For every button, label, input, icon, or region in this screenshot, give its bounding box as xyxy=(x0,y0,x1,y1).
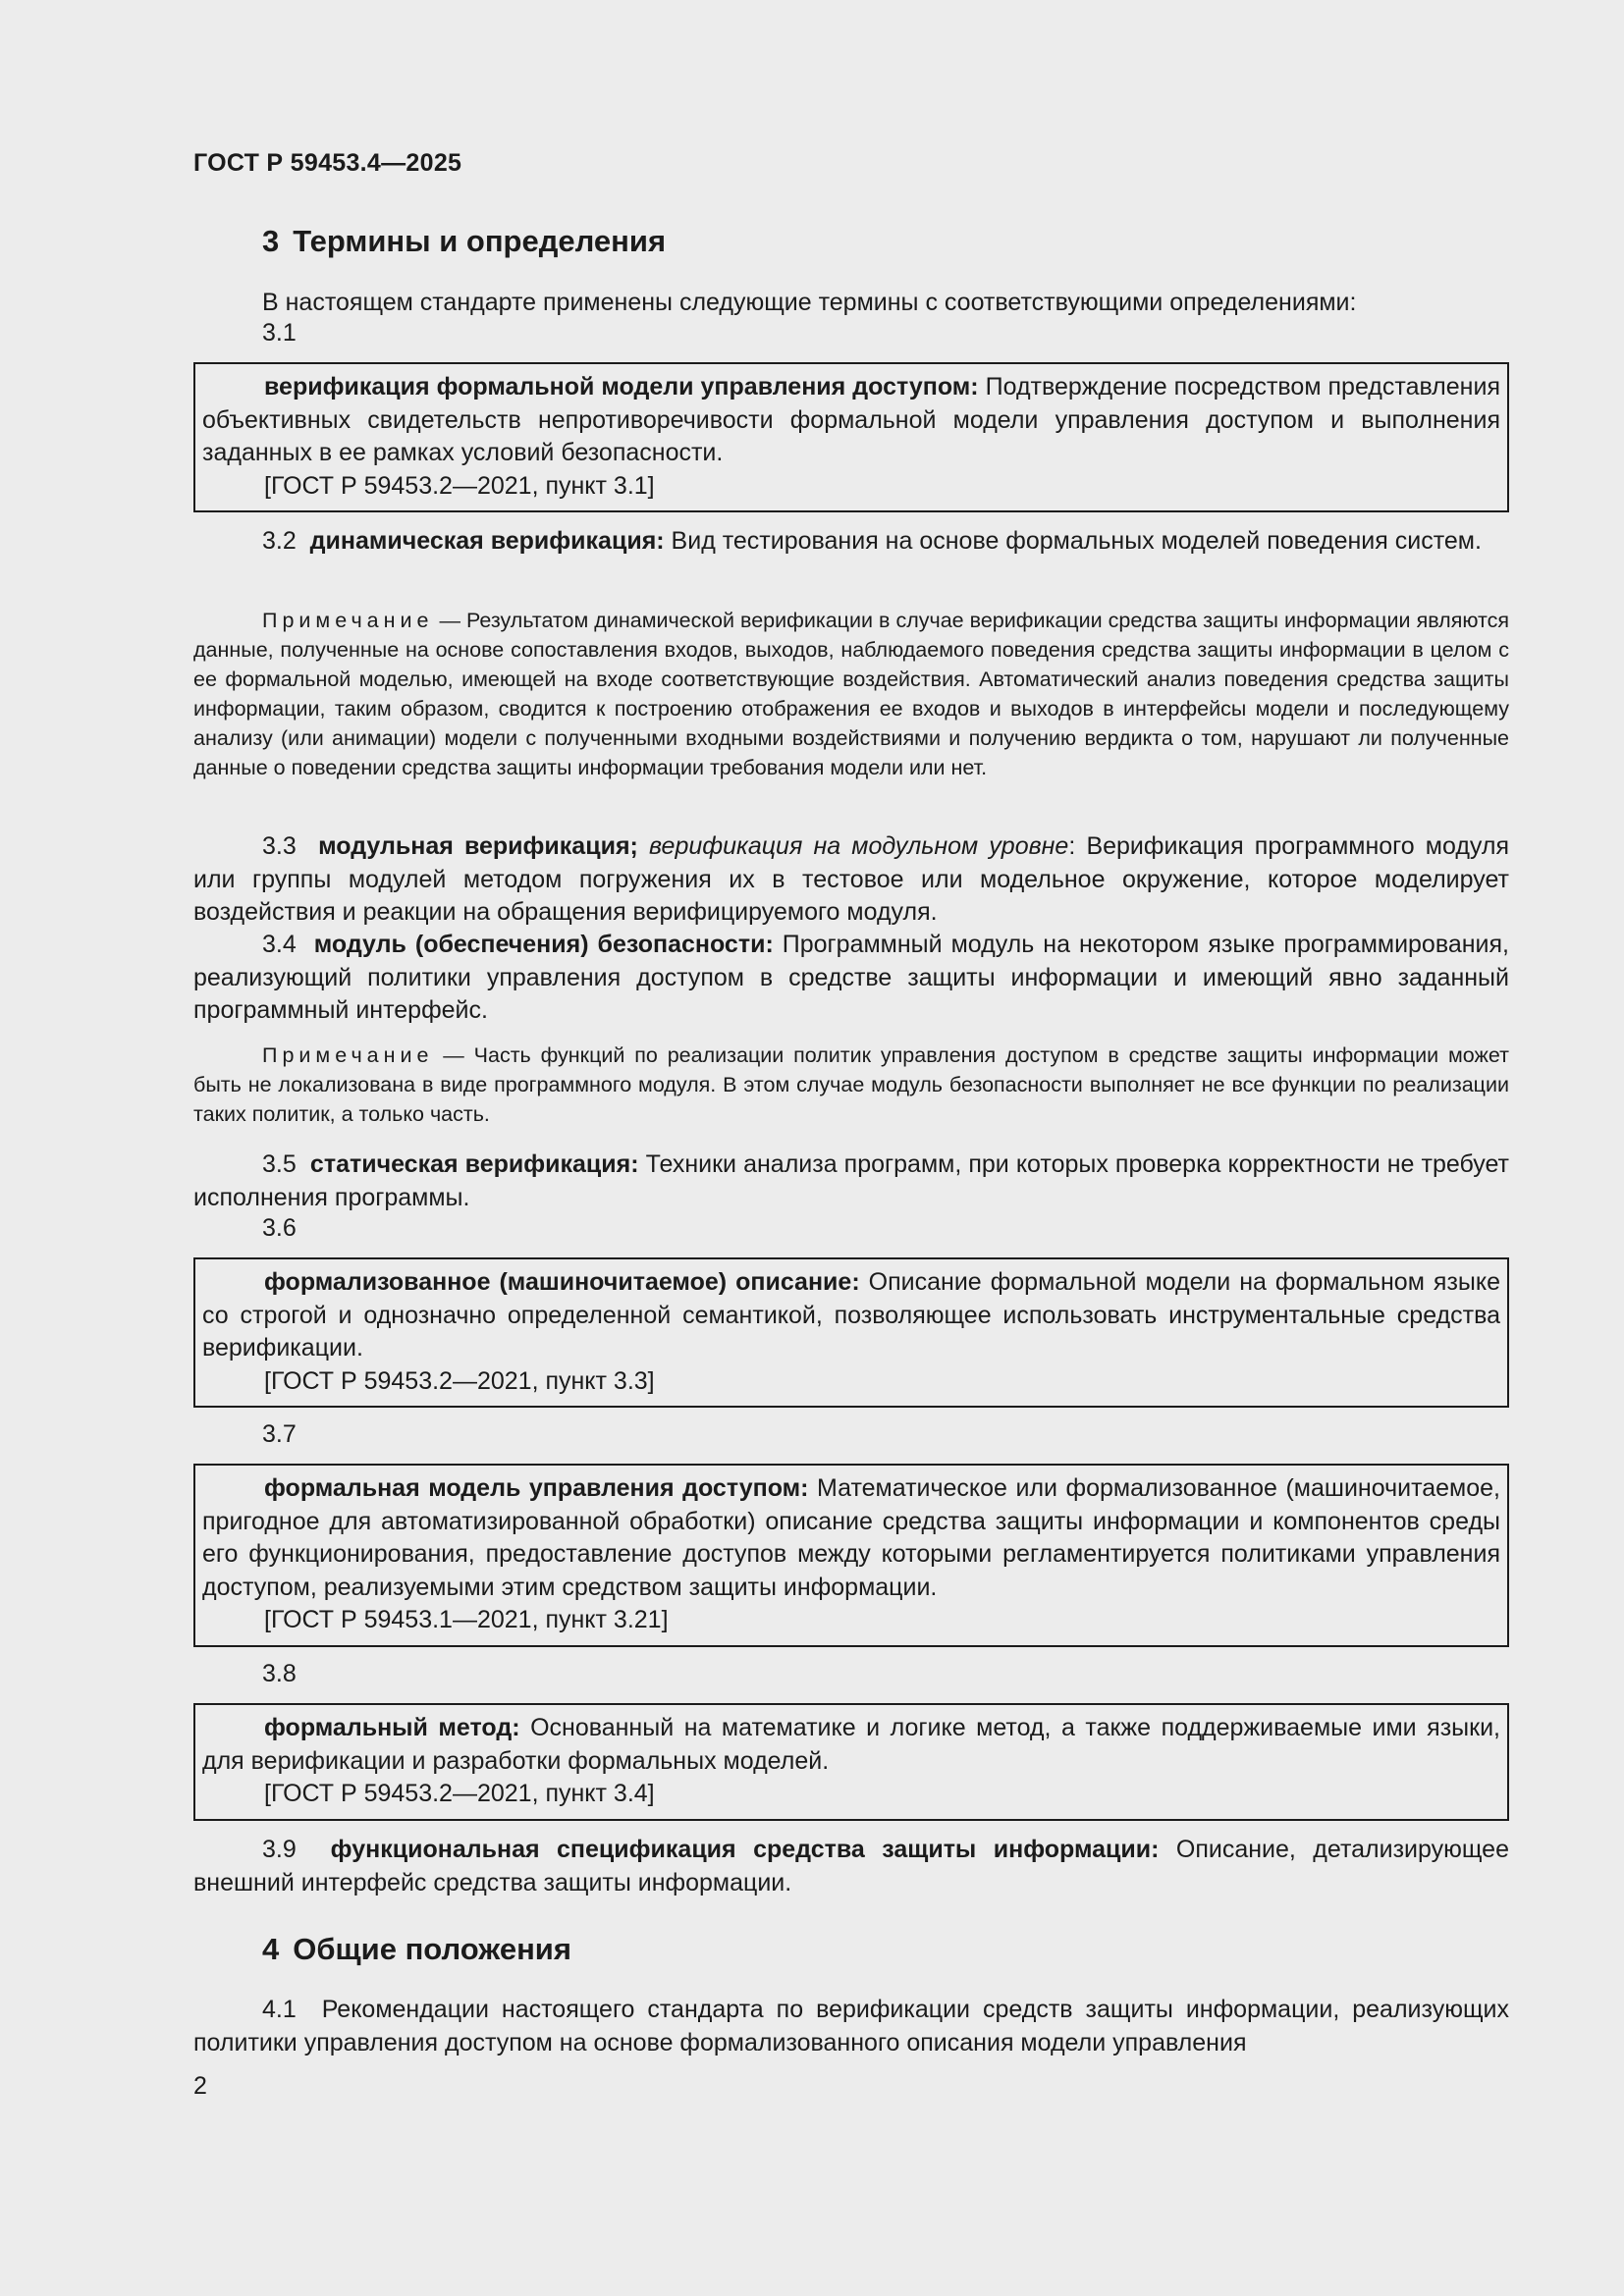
note-text: — Часть функций по реализации политик управления доступом в средстве защиты информации может быть не локализована в виде программного модуля. В этом случае модуль безопасности выполняет не все функции по реализации таких политик, а только часть. xyxy=(193,1043,1509,1126)
term-number: 3.4 xyxy=(262,931,297,958)
term-text: Программный модуль на некотором языке программирования, реализующий политики управления доступом в средстве защиты информации и имеющий явно заданный программный интерфейс. xyxy=(193,931,1509,1024)
term-alt-name: верификация на модульном уровне xyxy=(649,832,1069,860)
term-box-3-1 xyxy=(193,362,1509,512)
term-name: формальная модель управления доступом: xyxy=(264,1474,809,1502)
section-number: 3 xyxy=(262,224,280,258)
term-3-4 xyxy=(193,929,1509,1028)
section-title: Общие положения xyxy=(293,1932,571,1966)
paragraph-text: Рекомендации настоящего стандарта по верификации средств защиты информации, реализующих политики управления доступом на основе формализованного описания модели управления xyxy=(193,1996,1509,2056)
term-text: Математическое или формализованное (машиночитаемое, пригодное для автоматизированной обработки) описание средства защиты информации и компонентов среды его функционирования, предоставление доступов между которыми регламентируется политиками управления доступом, реализуемыми этим средством защиты информации. xyxy=(202,1474,1500,1601)
term-box-3-6 xyxy=(193,1257,1509,1408)
term-source: [ГОСТ Р 59453.2—2021, пункт 3.3] xyxy=(264,1366,655,1395)
paragraph-4-1 xyxy=(193,1994,1509,2059)
term-source: [ГОСТ Р 59453.2—2021, пункт 3.4] xyxy=(264,1780,655,1807)
term-name: верификация формальной модели управления доступом: xyxy=(264,373,979,400)
term-number: 3.1 xyxy=(262,319,297,347)
note-3-4 xyxy=(193,1041,1509,1129)
section-number: 4 xyxy=(262,1932,280,1966)
page-number: 2 xyxy=(193,2072,207,2100)
term-3-2 xyxy=(193,525,1509,559)
section-title: Термины и определения xyxy=(293,224,667,258)
term-definition xyxy=(202,371,1500,470)
term-number: 3.8 xyxy=(262,1660,297,1687)
term-box-3-8 xyxy=(193,1703,1509,1821)
term-name: формальный метод: xyxy=(264,1714,520,1741)
term-text: Вид тестирования на основе формальных моделей поведения систем. xyxy=(664,527,1482,555)
term-number: 3.6 xyxy=(262,1214,297,1242)
term-name: модульная верификация; xyxy=(318,832,638,860)
section-4-heading xyxy=(262,1932,571,1967)
term-3-9 xyxy=(193,1834,1509,1899)
term-name: функциональная спецификация средства защиты информации: xyxy=(330,1836,1160,1863)
term-number: 3.7 xyxy=(262,1420,297,1448)
term-number: 3.2 xyxy=(262,527,297,555)
term-source: [ГОСТ Р 59453.1—2021, пункт 3.21] xyxy=(264,1606,669,1633)
term-definition xyxy=(202,1472,1500,1604)
term-text: Описание формальной модели на формальном языке со строгой и однозначно определенной семантикой, позволяющее использовать инструментальные средства верификации. xyxy=(202,1268,1500,1362)
term-number: 3.3 xyxy=(262,832,297,860)
section-3-heading xyxy=(262,224,666,259)
term-number: 3.9 xyxy=(262,1836,297,1863)
section-intro: В настоящем стандарте применены следующие термины с соответствующими определениями: xyxy=(262,289,1357,316)
term-name: модуль (обеспечения) безопасности: xyxy=(313,931,774,958)
paragraph-number: 4.1 xyxy=(262,1996,297,2023)
term-name: динамическая верификация: xyxy=(309,527,665,555)
term-source: [ГОСТ Р 59453.2—2021, пункт 3.1] xyxy=(264,471,655,500)
term-number: 3.5 xyxy=(262,1150,297,1178)
term-definition xyxy=(202,1266,1500,1365)
term-text: Техники анализа программ, при которых проверка корректности не требует исполнения программы. xyxy=(193,1150,1509,1211)
term-3-5 xyxy=(193,1148,1509,1214)
document-header: ГОСТ Р 59453.4—2025 xyxy=(193,149,462,177)
term-text: Основанный на математике и логике метод, а также поддерживаемые ими языки, для верификации и разработки формальных моделей. xyxy=(202,1714,1500,1775)
term-text: : Верификация программного модуля или группы модулей методом погружения их в тестовое или модельное окружение, которое моделирует воздействия и реакции на обращения верифицируемого модуля. xyxy=(193,832,1509,926)
note-label: Примечание xyxy=(262,609,434,632)
term-definition xyxy=(202,1712,1500,1778)
note-text: — Результатом динамической верификации в случае верификации средства защиты информации являются данные, полученные на основе сопоставления входов, выходов, наблюдаемого поведения средства защиты информации в целом с ее формальной моделью, имеющей на входе соответствующие воздействия. Автоматический анализ поведения средства защиты информации, таким образом, сводится к построению отображения ее входов и выходов в интерфейсы модели и последующему анализу (или анимации) модели с полученными входными воздействиями и получению вердикта о том, нарушают ли полученные данные о поведении средства защиты информации требования модели или нет. xyxy=(193,609,1509,779)
term-name: статическая верификация: xyxy=(309,1150,639,1178)
note-label: Примечание xyxy=(262,1043,434,1067)
note-3-2 xyxy=(193,606,1509,782)
term-text: Подтверждение посредством представления объективных свидетельств непротиворечивости формальной модели управления доступом и выполнения заданных в ее рамках условий безопасности. xyxy=(202,373,1500,466)
term-box-3-7 xyxy=(193,1464,1509,1647)
term-name: формализованное (машиночитаемое) описание: xyxy=(264,1268,860,1296)
term-text: Описание, детализирующее внешний интерфейс средства защиты информации. xyxy=(193,1836,1509,1896)
term-3-3 xyxy=(193,830,1509,930)
